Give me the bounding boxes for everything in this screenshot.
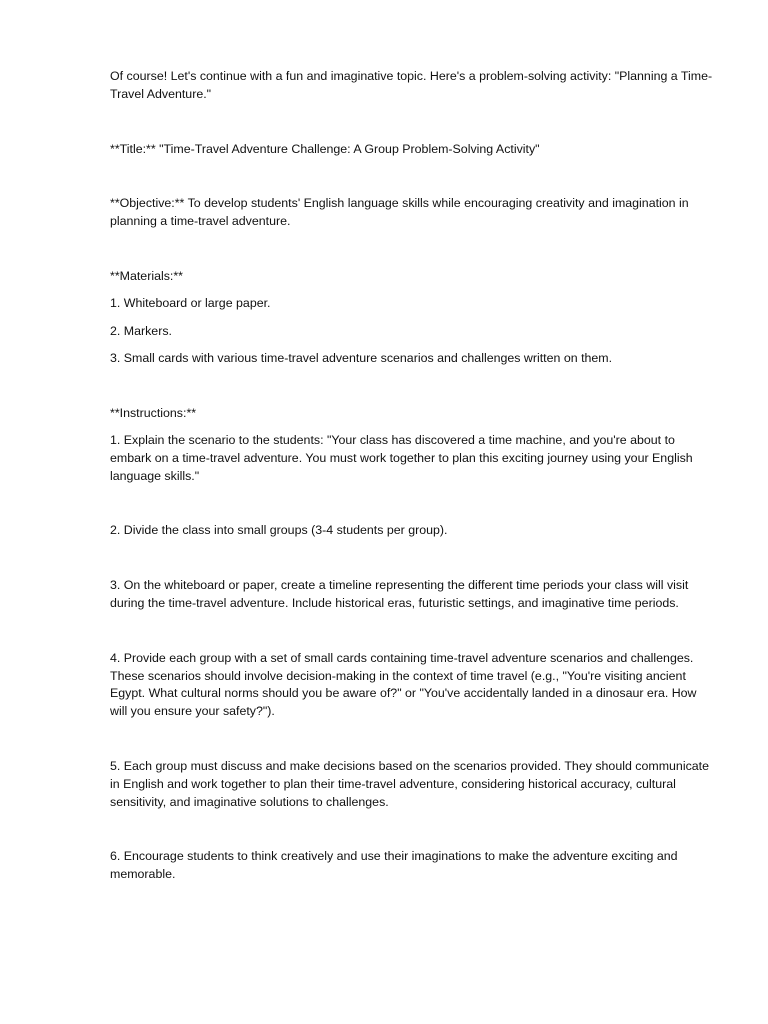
materials-item: 1. Whiteboard or large paper. — [110, 296, 271, 311]
instruction-step: 6. Encourage students to think creatively and use their imaginations to make the adventure exciting and memorable. — [110, 849, 678, 882]
document-page — [110, 68, 716, 884]
title-line: **Title:** "Time-Travel Adventure Challenge: A Group Problem-Solving Activity" — [110, 141, 540, 156]
instructions-heading: **Instructions:** — [110, 405, 197, 420]
materials-item: 3. Small cards with various time-travel adventure scenarios and challenges written on them. — [110, 350, 613, 365]
instruction-step: 2. Divide the class into small groups (3-4 students per group). — [110, 523, 448, 538]
materials-item: 2. Markers. — [110, 323, 172, 338]
intro-paragraph: Of course! Let's continue with a fun and imaginative topic. Here's a problem-solving activity: "Planning a Time-Travel Adventure." — [110, 69, 713, 101]
instruction-step: 1. Explain the scenario to the students: "Your class has discovered a time machine, and you're about to embark on a time-travel adventure. You must work together to plan this exciting journey using your English language skills." — [110, 432, 693, 483]
instruction-step: 3. On the whiteboard or paper, create a timeline representing the different time periods your class will visit during the time-travel adventure. Include historical eras, futuristic settings, and imaginative time periods. — [110, 578, 689, 610]
objective-paragraph: **Objective:** To develop students' English language skills while encouraging creativity and imagination in planning a time-travel adventure. — [110, 196, 689, 229]
materials-heading: **Materials:** — [110, 268, 183, 283]
instruction-step: 5. Each group must discuss and make decisions based on the scenarios provided. They should communicate in English and work together to plan their time-travel adventure, considering historical accuracy, cultural sensitivity, and imaginative solutions to challenges. — [110, 758, 709, 809]
instruction-step: 4. Provide each group with a set of small cards containing time-travel adventure scenarios and challenges. These scenarios should involve decision-making in the context of time travel (e.g., "You're visiting ancient Egypt. What cultural norms should you be aware of?" or "You've accidentally landed in a dinosaur era. How will you ensure your safety?"). — [110, 650, 697, 719]
